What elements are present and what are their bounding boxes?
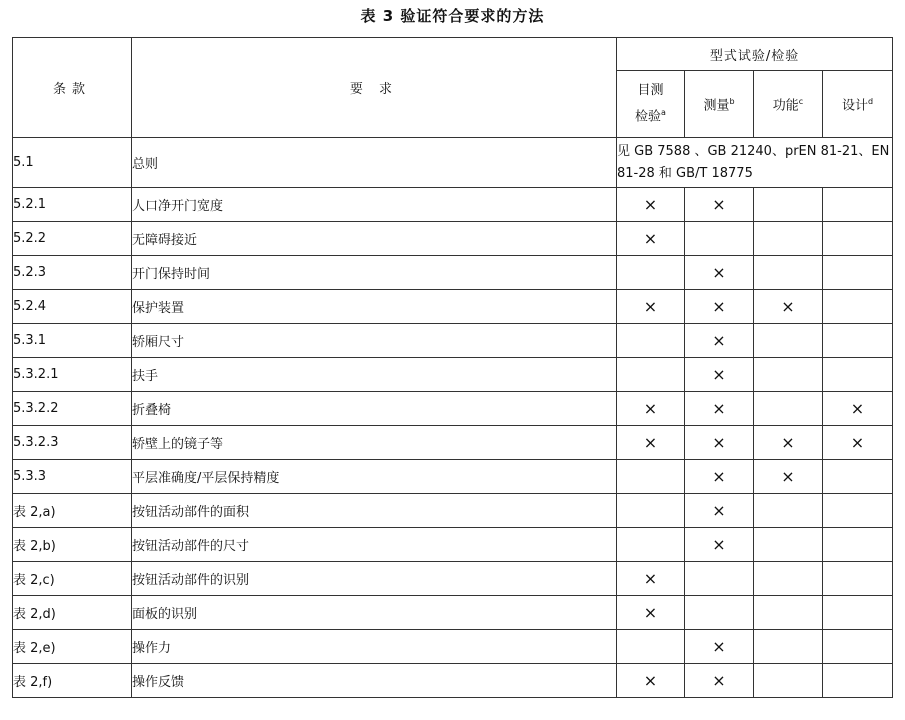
requirement-cell: 面板的识别 bbox=[132, 596, 617, 630]
check-mark-cell: × bbox=[685, 460, 754, 494]
empty-mark-cell bbox=[823, 596, 893, 630]
check-mark-cell: × bbox=[617, 562, 685, 596]
empty-mark-cell bbox=[617, 528, 685, 562]
header-requirement: 要 求 bbox=[132, 38, 617, 138]
clause-cell: 表 2,d) bbox=[13, 596, 132, 630]
check-mark-cell: × bbox=[685, 358, 754, 392]
footnote-marker: c bbox=[798, 96, 804, 106]
empty-mark-cell bbox=[823, 188, 893, 222]
empty-mark-cell bbox=[823, 528, 893, 562]
empty-mark-cell bbox=[754, 188, 823, 222]
empty-mark-cell bbox=[754, 596, 823, 630]
empty-mark-cell bbox=[754, 562, 823, 596]
header-visual-inspection-line2: 检验 bbox=[635, 109, 662, 125]
header-visual-inspection-line1: 目测 bbox=[637, 82, 664, 98]
check-mark-cell: × bbox=[617, 392, 685, 426]
header-visual-inspection bbox=[617, 71, 685, 138]
empty-mark-cell bbox=[823, 562, 893, 596]
check-mark-cell: × bbox=[685, 528, 754, 562]
clause-cell: 表 2,e) bbox=[13, 630, 132, 664]
clause-cell: 5.2.2 bbox=[13, 222, 132, 256]
table-row bbox=[13, 222, 893, 256]
requirement-cell: 人口净开门宽度 bbox=[132, 188, 617, 222]
check-mark-cell: × bbox=[617, 188, 685, 222]
empty-mark-cell bbox=[685, 596, 754, 630]
check-mark-cell: × bbox=[617, 426, 685, 460]
empty-mark-cell bbox=[754, 324, 823, 358]
footnote-marker: d bbox=[867, 96, 874, 106]
table-row bbox=[13, 460, 893, 494]
header-design-label: 设计 bbox=[841, 98, 868, 114]
clause-cell: 表 2,c) bbox=[13, 562, 132, 596]
empty-mark-cell bbox=[823, 256, 893, 290]
clause-cell: 表 2,b) bbox=[13, 528, 132, 562]
table-row bbox=[13, 392, 893, 426]
empty-mark-cell bbox=[754, 630, 823, 664]
clause-cell: 表 2,f) bbox=[13, 664, 132, 698]
header-function bbox=[754, 71, 823, 138]
verification-table bbox=[12, 37, 893, 698]
requirement-cell: 保护装置 bbox=[132, 290, 617, 324]
clause-cell: 表 2,a) bbox=[13, 494, 132, 528]
clause-cell: 5.3.2.3 bbox=[13, 426, 132, 460]
empty-mark-cell bbox=[754, 664, 823, 698]
empty-mark-cell bbox=[754, 494, 823, 528]
requirement-cell: 开门保持时间 bbox=[132, 256, 617, 290]
empty-mark-cell bbox=[823, 324, 893, 358]
requirement-cell: 总则 bbox=[132, 138, 617, 188]
requirement-cell: 扶手 bbox=[132, 358, 617, 392]
check-mark-cell: × bbox=[685, 494, 754, 528]
footnote-marker: b bbox=[729, 96, 735, 106]
requirement-cell: 操作力 bbox=[132, 630, 617, 664]
requirement-cell: 轿厢尺寸 bbox=[132, 324, 617, 358]
check-mark-cell: × bbox=[823, 426, 893, 460]
check-mark-cell: × bbox=[617, 664, 685, 698]
table-row bbox=[13, 562, 893, 596]
header-design bbox=[823, 71, 893, 138]
table-caption: 表 3 验证符合要求的方法 bbox=[360, 7, 545, 25]
requirement-cell: 轿壁上的镜子等 bbox=[132, 426, 617, 460]
table-row bbox=[13, 528, 893, 562]
empty-mark-cell bbox=[754, 358, 823, 392]
check-mark-cell: × bbox=[685, 188, 754, 222]
header-function-label: 功能 bbox=[772, 98, 799, 114]
requirement-cell: 按钮活动部件的识别 bbox=[132, 562, 617, 596]
check-mark-cell: × bbox=[685, 392, 754, 426]
check-mark-cell: × bbox=[617, 290, 685, 324]
empty-mark-cell bbox=[617, 256, 685, 290]
table-row bbox=[13, 630, 893, 664]
header-type-test: 型式试验/检验 bbox=[617, 38, 893, 71]
empty-mark-cell bbox=[754, 222, 823, 256]
clause-cell: 5.3.2.1 bbox=[13, 358, 132, 392]
check-mark-cell: × bbox=[617, 222, 685, 256]
requirement-cell: 按钮活动部件的面积 bbox=[132, 494, 617, 528]
check-mark-cell: × bbox=[685, 324, 754, 358]
table-row bbox=[13, 596, 893, 630]
clause-cell: 5.2.3 bbox=[13, 256, 132, 290]
empty-mark-cell bbox=[617, 630, 685, 664]
empty-mark-cell bbox=[823, 358, 893, 392]
empty-mark-cell bbox=[617, 358, 685, 392]
requirement-cell: 平层准确度/平层保持精度 bbox=[132, 460, 617, 494]
header-measurement bbox=[685, 71, 754, 138]
check-mark-cell: × bbox=[685, 630, 754, 664]
empty-mark-cell bbox=[617, 494, 685, 528]
table-row bbox=[13, 358, 893, 392]
check-mark-cell: × bbox=[685, 664, 754, 698]
empty-mark-cell bbox=[685, 562, 754, 596]
requirement-cell: 无障碍接近 bbox=[132, 222, 617, 256]
header-measurement-label: 测量 bbox=[703, 98, 730, 114]
requirement-cell: 按钮活动部件的尺寸 bbox=[132, 528, 617, 562]
table-row bbox=[13, 290, 893, 324]
requirement-cell: 折叠椅 bbox=[132, 392, 617, 426]
check-mark-cell: × bbox=[823, 392, 893, 426]
table-row bbox=[13, 188, 893, 222]
empty-mark-cell bbox=[685, 222, 754, 256]
empty-mark-cell bbox=[754, 528, 823, 562]
table-row bbox=[13, 426, 893, 460]
empty-mark-cell bbox=[823, 222, 893, 256]
empty-mark-cell bbox=[823, 460, 893, 494]
empty-mark-cell bbox=[617, 460, 685, 494]
empty-mark-cell bbox=[617, 324, 685, 358]
clause-cell: 5.3.1 bbox=[13, 324, 132, 358]
empty-mark-cell bbox=[823, 630, 893, 664]
check-mark-cell: × bbox=[754, 290, 823, 324]
check-mark-cell: × bbox=[685, 256, 754, 290]
clause-cell: 5.3.2.2 bbox=[13, 392, 132, 426]
clause-cell: 5.1 bbox=[13, 138, 132, 188]
check-mark-cell: × bbox=[754, 460, 823, 494]
table-row bbox=[13, 256, 893, 290]
check-mark-cell: × bbox=[754, 426, 823, 460]
empty-mark-cell bbox=[823, 494, 893, 528]
clause-cell: 5.3.3 bbox=[13, 460, 132, 494]
empty-mark-cell bbox=[754, 256, 823, 290]
table-row bbox=[13, 494, 893, 528]
empty-mark-cell bbox=[823, 664, 893, 698]
check-mark-cell: × bbox=[685, 290, 754, 324]
table-row bbox=[13, 324, 893, 358]
check-mark-cell: × bbox=[685, 426, 754, 460]
check-mark-cell: × bbox=[617, 596, 685, 630]
empty-mark-cell bbox=[754, 392, 823, 426]
general-note-cell: 见 GB 7588 、GB 21240、prEN 81-21、EN 81-28 和 GB/T 18775 bbox=[617, 138, 893, 188]
clause-cell: 5.2.4 bbox=[13, 290, 132, 324]
table-row-general bbox=[13, 138, 893, 188]
footnote-marker: a bbox=[661, 107, 666, 117]
header-clause: 条款 bbox=[13, 38, 132, 138]
table-row bbox=[13, 664, 893, 698]
empty-mark-cell bbox=[823, 290, 893, 324]
requirement-cell: 操作反馈 bbox=[132, 664, 617, 698]
clause-cell: 5.2.1 bbox=[13, 188, 132, 222]
